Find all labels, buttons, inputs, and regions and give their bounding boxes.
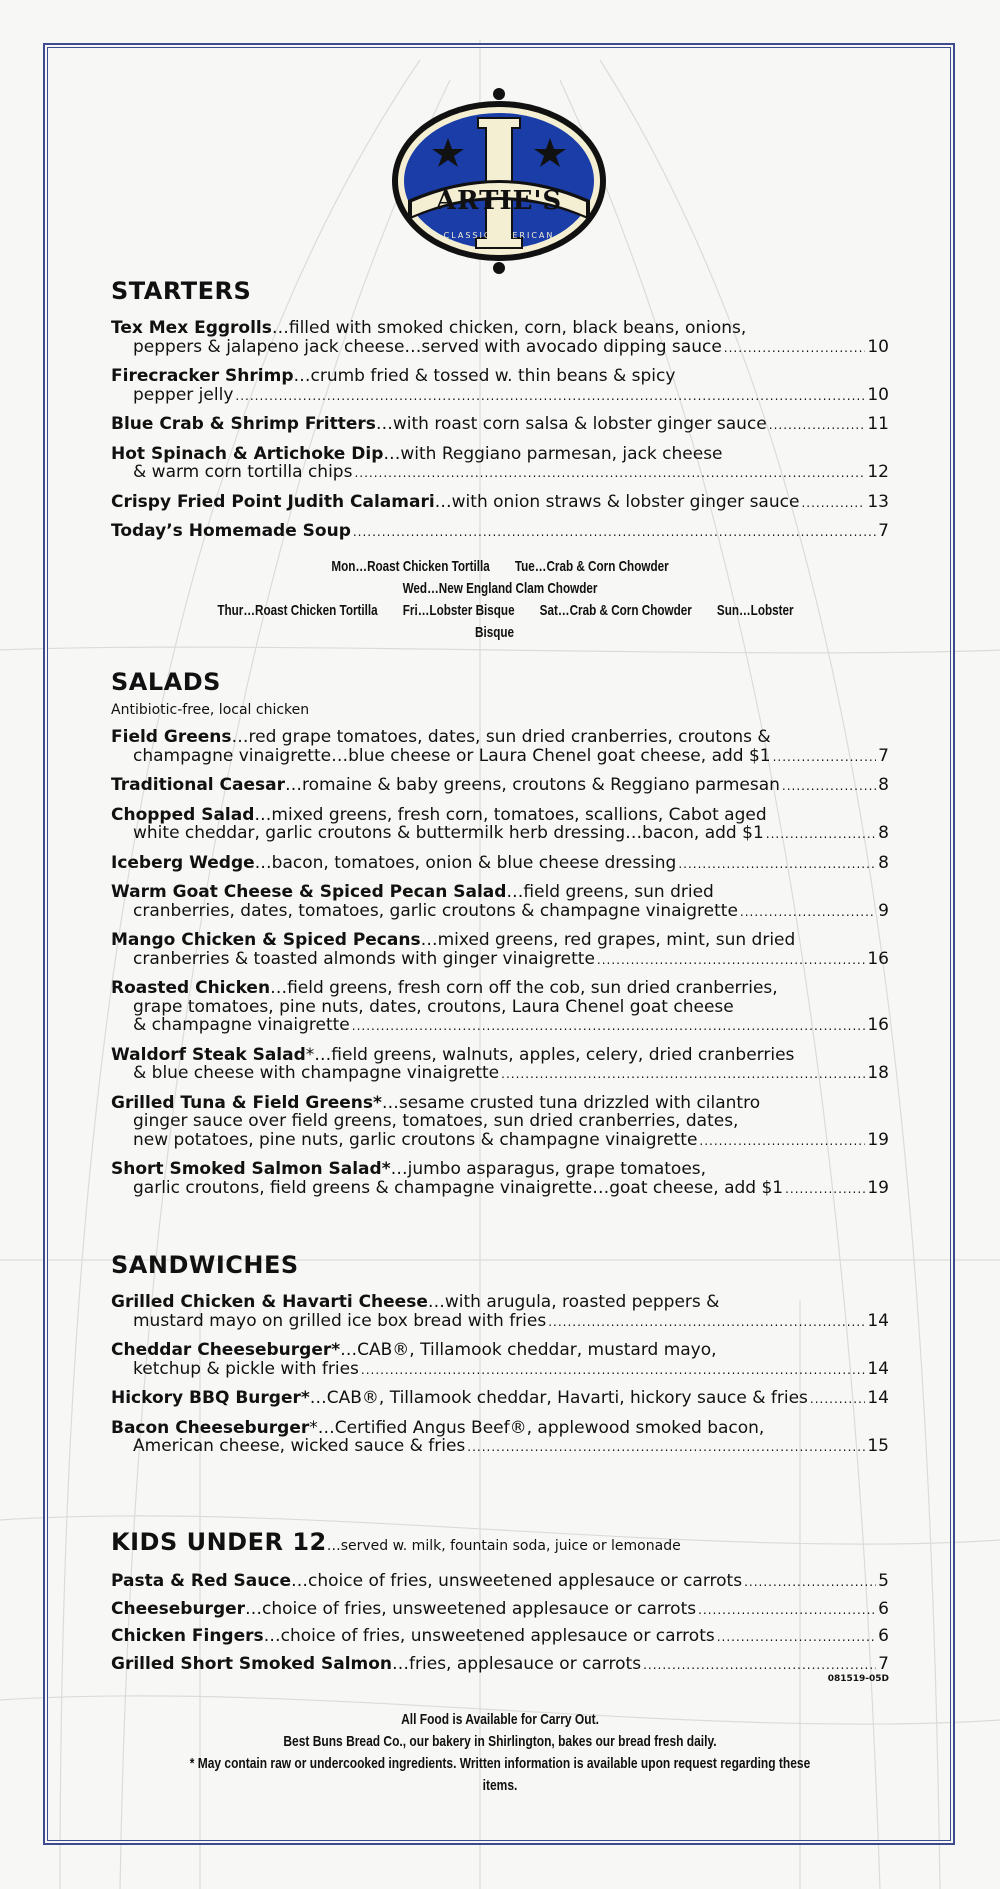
item-description: white cheddar, garlic croutons & buttermilk herb dressing…bacon, add $1 <box>133 823 764 843</box>
dot-leader <box>699 1132 865 1151</box>
dot-leader <box>548 1313 865 1332</box>
item-description: & warm corn tortilla chips <box>133 462 353 482</box>
item-name: Firecracker Shrimp <box>111 366 294 386</box>
item-description: ketchup & pickle with fries <box>133 1358 359 1379</box>
menu-item <box>111 1046 889 1084</box>
item-description: cranberries & toasted almonds with ginger vinaigrette <box>133 948 595 969</box>
menu-item <box>111 1627 889 1647</box>
item-price: 12 <box>867 462 889 482</box>
item-description: …mixed greens, red grapes, mint, sun dried <box>420 930 796 950</box>
soup-day: Thur…Roast Chicken Tortilla <box>217 602 378 619</box>
item-name: Traditional Caesar <box>111 775 285 795</box>
sandwiches-title: SANDWICHES <box>111 1251 299 1279</box>
menu-item <box>111 367 889 405</box>
dot-leader <box>501 1065 865 1084</box>
item-name: Grilled Short Smoked Salmon <box>111 1653 393 1674</box>
item-line <box>133 1179 783 1198</box>
footer-carry-out: All Food is Available for Carry Out. <box>401 1711 599 1728</box>
item-price: 16 <box>867 1015 889 1035</box>
item-name: Chicken Fingers <box>111 1626 264 1646</box>
menu-item <box>111 1419 889 1457</box>
menu-item <box>111 445 889 483</box>
item-line <box>133 386 233 405</box>
starters-title: STARTERS <box>111 277 252 305</box>
item-price: 16 <box>867 948 889 969</box>
menu-item <box>111 979 889 1036</box>
item-price: 5 <box>878 1571 889 1591</box>
sandwiches-section <box>111 1251 889 1467</box>
item-description: …CAB®, Tillamook cheddar, mustard mayo, <box>340 1340 717 1360</box>
item-description: *…field greens, walnuts, apples, celery, dried cranberries <box>305 1044 795 1065</box>
item-description: …field greens, fresh corn off the cob, sun dried cranberries, <box>270 978 778 998</box>
item-line <box>111 978 778 998</box>
item-description: grape tomatoes, pine nuts, dates, croutons, Laura Chenel goat cheese <box>133 996 734 1017</box>
item-price: 15 <box>867 1436 889 1456</box>
item-description: …romaine & baby greens, croutons & Reggiano parmesan <box>284 775 780 795</box>
item-line <box>133 1016 350 1035</box>
salads-title: SALADS <box>111 668 221 696</box>
menu-item <box>111 1572 889 1592</box>
soup-schedule <box>197 556 804 644</box>
dot-leader <box>810 1390 865 1409</box>
dot-leader <box>782 777 876 796</box>
dot-leader <box>773 748 877 767</box>
item-line <box>133 1437 465 1456</box>
item-line <box>111 1418 764 1438</box>
item-description: American cheese, wicked sauce & fries <box>133 1436 466 1456</box>
item-description: …red grape tomatoes, dates, sun dried cranberries, croutons & <box>231 727 771 747</box>
menu-item <box>111 1389 889 1409</box>
item-line <box>111 366 675 386</box>
item-name: Bacon Cheeseburger <box>111 1417 310 1438</box>
item-name: Blue Crab & Shrimp Fritters <box>111 414 376 434</box>
dot-leader <box>352 1017 866 1036</box>
item-line <box>111 522 351 541</box>
item-line <box>111 1389 808 1408</box>
soup-day: Sat…Crab & Corn Chowder <box>539 602 692 619</box>
item-line <box>111 1655 641 1674</box>
item-description: …filled with smoked chicken, corn, black beans, onions, <box>271 318 747 338</box>
menu-item <box>111 1600 889 1620</box>
item-line <box>133 1131 697 1150</box>
item-price: 7 <box>878 745 889 766</box>
item-name: Cheddar Cheeseburger* <box>111 1340 341 1360</box>
item-price: 6 <box>878 1598 889 1619</box>
item-price: 8 <box>878 823 889 843</box>
kids-section <box>111 1528 889 1684</box>
item-description: ginger sauce over field greens, tomatoes, sun dried cranberries, dates, <box>133 1111 739 1131</box>
item-line <box>111 854 676 873</box>
dot-leader <box>724 339 866 358</box>
item-description: …jumbo asparagus, grape tomatoes, <box>390 1159 707 1179</box>
item-description: …with Reggiano parmesan, jack cheese <box>383 443 723 464</box>
soup-row <box>197 556 804 578</box>
item-name: Today’s Homemade Soup <box>111 521 351 541</box>
starters-list <box>111 319 889 542</box>
item-price: 14 <box>867 1310 889 1331</box>
item-line <box>133 997 734 1017</box>
item-description: …mixed greens, fresh corn, tomatoes, scallions, Cabot aged <box>254 804 767 825</box>
dot-leader <box>643 1656 876 1675</box>
item-line <box>133 1312 546 1331</box>
item-description: …fries, applesauce or carrots <box>392 1653 642 1674</box>
item-line <box>111 415 767 434</box>
logo-wordmark: ARTIE'S <box>435 186 563 216</box>
kids-title: KIDS UNDER 12 <box>111 1528 327 1556</box>
item-name: Warm Goat Cheese & Spiced Pecan Salad <box>111 882 507 902</box>
dot-leader <box>361 1361 865 1380</box>
item-line <box>111 1045 794 1065</box>
item-line <box>111 1093 760 1113</box>
footer-bakery: Best Buns Bread Co., our bakery in Shirlington, bakes our bread fresh daily. <box>283 1733 717 1750</box>
item-line <box>111 930 795 950</box>
menu-item <box>111 776 889 796</box>
soup-day: Wed…New England Clam Chowder <box>402 580 598 597</box>
soup-row <box>197 600 804 644</box>
item-line <box>111 776 780 795</box>
item-name: Waldorf Steak Salad <box>111 1044 306 1065</box>
dot-leader <box>801 494 865 513</box>
item-line <box>111 1340 717 1360</box>
menu-item <box>111 1160 889 1198</box>
item-description: …with onion straws & lobster ginger sauce <box>434 491 800 512</box>
soup-day: Fri…Lobster Bisque <box>402 602 515 619</box>
item-price: 6 <box>878 1626 889 1646</box>
item-line <box>111 882 714 902</box>
item-line <box>133 747 771 766</box>
item-price: 13 <box>867 491 889 512</box>
salads-list <box>111 728 889 1198</box>
menu-item <box>111 728 889 766</box>
dot-leader <box>597 951 865 970</box>
item-description: …crumb fried & tossed w. thin beans & spicy <box>293 366 676 386</box>
item-name: Pasta & Red Sauce <box>111 1571 291 1591</box>
menu-item <box>111 1094 889 1151</box>
item-line <box>133 463 352 482</box>
item-line <box>111 727 771 747</box>
soup-day: Mon…Roast Chicken Tortilla <box>331 558 490 575</box>
item-description: …CAB®, Tillamook cheddar, Havarti, hickory sauce & fries <box>309 1388 808 1408</box>
dot-leader <box>769 416 866 435</box>
menu-item <box>111 1293 889 1331</box>
item-price: 10 <box>867 384 889 405</box>
item-price: 11 <box>867 414 889 434</box>
item-line <box>111 1159 706 1179</box>
item-line <box>133 824 764 843</box>
menu-item <box>111 415 889 435</box>
menu-item <box>111 931 889 969</box>
item-line <box>111 1292 719 1312</box>
item-description: …sesame crusted tuna drizzled with cilantro <box>381 1092 761 1113</box>
logo-tagline: CLASSIC AMERICAN <box>443 231 555 240</box>
item-name: Crispy Fried Point Judith Calamari <box>111 491 435 512</box>
dot-leader <box>467 1438 865 1457</box>
item-price: 8 <box>878 775 889 795</box>
item-name: Cheeseburger <box>111 1598 246 1619</box>
menu-item <box>111 883 889 921</box>
item-price: 14 <box>867 1358 889 1379</box>
dot-leader <box>717 1628 876 1647</box>
menu-footer <box>189 1709 811 1797</box>
item-description: garlic croutons, field greens & champagne vinaigrette…goat cheese, add $1 <box>133 1177 784 1198</box>
item-description: peppers & jalapeno jack cheese…served with avocado dipping sauce <box>133 336 722 357</box>
salads-note: Antibiotic-free, local chicken <box>111 702 310 718</box>
item-description: champagne vinaigrette…blue cheese or Laura Chenel goat cheese, add $1 <box>133 745 771 766</box>
item-description: …field greens, sun dried <box>506 882 714 902</box>
dot-leader <box>740 903 876 922</box>
item-description: pepper jelly <box>133 384 234 405</box>
item-name: Hot Spinach & Artichoke Dip <box>111 443 384 464</box>
item-name: Chopped Salad <box>111 804 255 825</box>
dot-leader <box>785 1180 865 1199</box>
menu-item <box>111 1341 889 1379</box>
item-price: 7 <box>878 1653 889 1674</box>
item-description: & blue cheese with champagne vinaigrette <box>133 1063 500 1083</box>
item-line <box>111 1600 696 1619</box>
sandwiches-list <box>111 1293 889 1457</box>
item-price: 10 <box>867 336 889 357</box>
item-line <box>111 1572 742 1591</box>
item-name: Hickory BBQ Burger* <box>111 1388 310 1408</box>
item-line <box>111 1627 715 1646</box>
menu-item <box>111 854 889 874</box>
dot-leader <box>678 855 876 874</box>
dot-leader <box>766 825 876 844</box>
menu-item <box>111 493 889 513</box>
menu-item <box>111 1655 889 1675</box>
item-line <box>133 902 738 921</box>
item-line <box>133 338 722 357</box>
dot-leader <box>698 1601 876 1620</box>
item-price: 19 <box>867 1129 889 1150</box>
item-description: & champagne vinaigrette <box>133 1015 350 1035</box>
starters-section <box>111 277 889 552</box>
item-name: Grilled Chicken & Havarti Cheese <box>111 1292 428 1312</box>
item-line <box>111 805 767 825</box>
item-price: 18 <box>867 1063 889 1083</box>
dot-leader <box>353 523 876 542</box>
item-line <box>111 493 799 512</box>
item-name: Iceberg Wedge <box>111 852 255 873</box>
dot-leader <box>744 1573 876 1592</box>
item-name: Mango Chicken & Spiced Pecans <box>111 930 421 950</box>
item-name: Field Greens <box>111 727 232 747</box>
kids-header <box>111 1528 889 1556</box>
item-description: …bacon, tomatoes, onion & blue cheese dressing <box>254 852 677 873</box>
item-name: Roasted Chicken <box>111 978 271 998</box>
item-line <box>111 444 723 464</box>
item-description: cranberries, dates, tomatoes, garlic croutons & champagne vinaigrette <box>133 900 738 921</box>
salads-section <box>111 668 889 1208</box>
soup-day: Sun…Lobster Bisque <box>475 602 794 641</box>
item-line <box>133 1360 359 1379</box>
item-price: 9 <box>878 900 889 921</box>
item-line <box>133 1111 738 1131</box>
item-name: Grilled Tuna & Field Greens* <box>111 1092 382 1113</box>
menu-item <box>111 522 889 542</box>
kids-note: …served w. milk, fountain soda, juice or lemonade <box>326 1538 681 1554</box>
item-description: …choice of fries, unsweetened applesauce or carrots <box>245 1598 697 1619</box>
item-description: …with roast corn salsa & lobster ginger sauce <box>375 414 767 434</box>
item-name: Tex Mex Eggrolls <box>111 318 272 338</box>
kids-list <box>111 1572 889 1674</box>
item-description: new potatoes, pine nuts, garlic croutons & champagne vinaigrette <box>133 1129 698 1150</box>
item-price: 14 <box>867 1388 889 1408</box>
soup-day: Tue…Crab & Corn Chowder <box>514 558 669 575</box>
footer-disclaimer: * May contain raw or undercooked ingredients. Written information is available upon request regarding these items. <box>189 1755 811 1794</box>
item-price: 19 <box>867 1177 889 1198</box>
menu-item <box>111 806 889 844</box>
dot-leader <box>354 464 865 483</box>
arties-logo <box>390 88 608 274</box>
item-line <box>133 1064 499 1083</box>
item-description: …with arugula, roasted peppers & <box>427 1292 720 1312</box>
item-description: mustard mayo on grilled ice box bread with fries <box>133 1310 547 1331</box>
item-description: …choice of fries, unsweetened applesauce or carrots <box>291 1571 743 1591</box>
item-line <box>133 950 595 969</box>
item-price: 8 <box>878 852 889 873</box>
item-line <box>111 318 746 338</box>
item-description: …choice of fries, unsweetened applesauce or carrots <box>263 1626 715 1646</box>
soup-row <box>197 578 804 600</box>
dot-leader <box>235 387 865 406</box>
item-price: 7 <box>878 521 889 541</box>
item-name: Short Smoked Salmon Salad* <box>111 1159 391 1179</box>
menu-code: 081519-05D <box>827 1674 889 1684</box>
menu-item <box>111 319 889 357</box>
item-description: *…Certified Angus Beef®, applewood smoked bacon, <box>309 1417 765 1438</box>
